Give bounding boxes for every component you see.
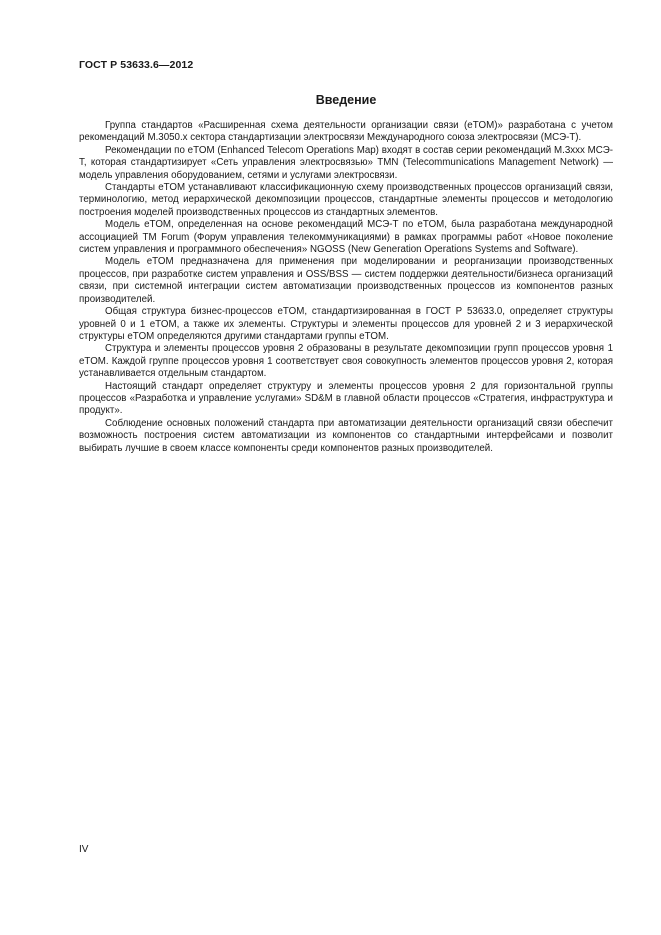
page-number: IV xyxy=(79,844,89,855)
introduction-body xyxy=(79,120,613,455)
paragraph-6: Общая структура бизнес-процессов eTOM, стандартизированная в ГОСТ Р 53633.0, определяет структуры уровней 0 и 1 eTOM, а также их элементы. Структуры и элементы процессов для уровней 2 и 3 иерархической структуры eTOM определяются другими стандартами группы eTOM. xyxy=(79,306,613,342)
paragraph-2: Рекомендации по eTOM (Enhanced Telecom Operations Map) входят в состав серии рекомендаций М.3ххх МСЭ-Т, которая стандартизирует «Сеть управления электросвязью» TMN (Telecommunications Management Network) — модель управления оборудованием, сетями и услугами электросвязи. xyxy=(79,144,613,181)
paragraph-5: Модель eTOM предназначена для применения при моделировании и реорганизации производственных процессов, при разработке систем управления и OSS/BSS — систем поддержки деятельности/бизнеса организаций связи, при системной интеграции систем автоматизации производственных процессов из компонентов разных производителей. xyxy=(79,256,613,305)
paragraph-1: Группа стандартов «Расширенная схема деятельности организации связи (eTOM)» разработана с учетом рекомендаций М.3050.х сектора стандартизации электросвязи Международного союза электросвязи (МСЭ-Т). xyxy=(79,120,613,144)
document-code-header: ГОСТ Р 53633.6—2012 xyxy=(79,59,194,71)
paragraph-3: Стандарты eTOM устанавливают классификационную схему производственных процессов организаций связи, терминологию, метод иерархической декомпозиции процессов, стандартные элементы процессов и методологию построения моделей производственных процессов из стандартных элементов. xyxy=(79,182,613,218)
paragraph-9: Соблюдение основных положений стандарта при автоматизации деятельности организаций связи обеспечит возможность построения систем автоматизации из компонентов со стандартными интерфейсами и позволит выбирать лучшие в своем классе компоненты среди компонентов разных производителей. xyxy=(79,417,613,454)
paragraph-4: Модель eTOM, определенная на основе рекомендаций МСЭ-Т по eTOM, была разработана международной ассоциацией TM Forum (Форум управления телекоммуникациями) в рамках программы работ «Новое поколение систем управления и программного обеспечения» NGOSS (New Generation Operations Systems and Software). xyxy=(79,219,613,256)
paragraph-7: Структура и элементы процессов уровня 2 образованы в результате декомпозиции групп процессов уровня 1 eTOM. Каждой группе процессов уровня 1 соответствует своя совокупность элементов процессов уровня 2, которая устанавливается отдельным стандартом. xyxy=(79,343,613,380)
paragraph-8: Настоящий стандарт определяет структуру и элементы процессов уровня 2 для горизонтальной группы процессов «Разработка и управление услугами» SD&M в главной области процессов «Стратегия, инфраструктура и продукт». xyxy=(79,380,613,417)
section-title: Введение xyxy=(315,93,377,107)
